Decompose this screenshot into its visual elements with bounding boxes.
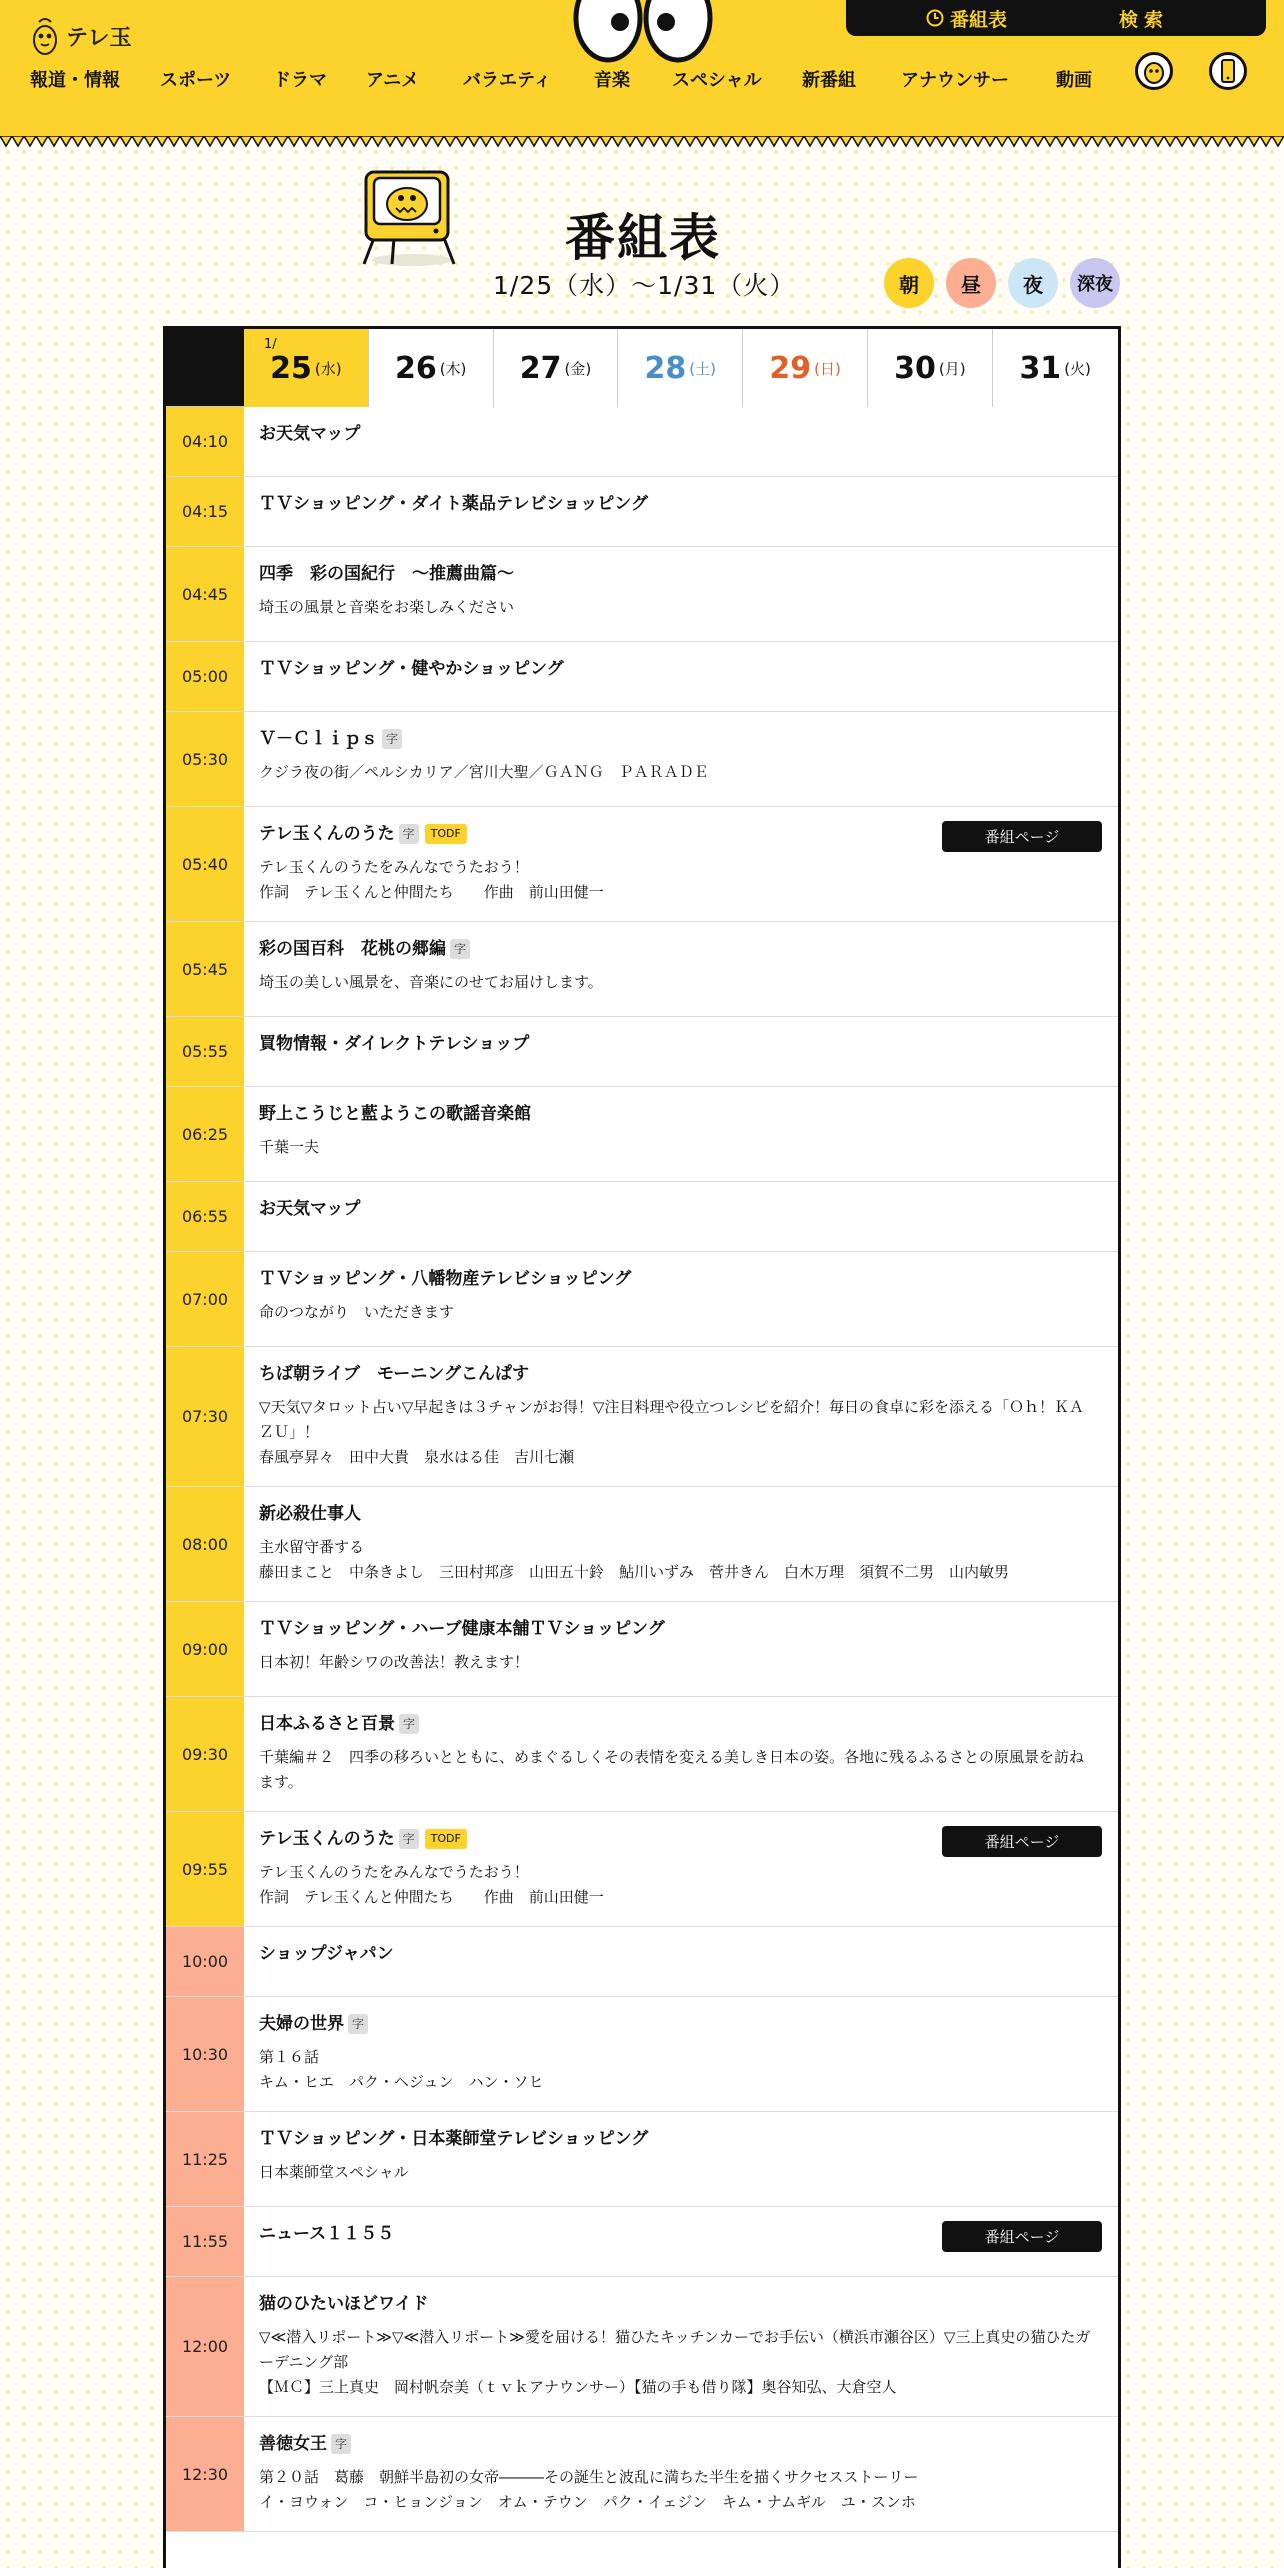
program-description: クジラ夜の街／ペルシカリア／宮川大聖／ＧＡＮＧ ＰＡＲＡＤＥ (259, 763, 709, 781)
program-row (166, 1017, 1118, 1087)
program-row (166, 1997, 1118, 2112)
date-tab-day: 30 (894, 350, 936, 386)
program-title: Ｖ－Ｃｌｉｐｓ (259, 729, 378, 749)
subtitle-badge-icon: 字 (399, 1714, 419, 1734)
program-cell (244, 1602, 1118, 1696)
program-title-line (259, 1103, 1102, 1125)
logo-text: テレ玉 (66, 25, 132, 51)
program-time: 08:00 (166, 1487, 244, 1601)
nav-variety[interactable]: バラエティ (463, 70, 552, 91)
date-tab-29[interactable] (743, 329, 868, 407)
program-cell (244, 807, 1118, 921)
program-row (166, 1087, 1118, 1182)
program-cell (244, 407, 1118, 476)
date-tab-30[interactable] (868, 329, 993, 407)
program-cell (244, 642, 1118, 711)
program-title: 新必殺仕事人 (259, 1504, 361, 1524)
tv-mascot-illustration-icon (352, 168, 462, 268)
subtitle-badge-icon: 字 (399, 1829, 419, 1849)
nav-news[interactable]: 報道・情報 (30, 70, 120, 91)
subtitle-badge-icon: 字 (450, 939, 470, 959)
program-row (166, 1347, 1118, 1487)
date-tab-day: 31 (1019, 350, 1062, 386)
program-title: お天気マップ (259, 1199, 361, 1219)
program-cell (244, 2112, 1118, 2206)
program-description: 第２０話 葛藤 朝鮮半島初の女帝―――その誕生と波乱に満ちた半生を描くサクセスストーリー イ・ヨウォン コ・ヒョンジョン オム・テウン パク・イェジン キム・ナムギル ユ・スンホ (259, 2468, 919, 2511)
morning-button[interactable] (884, 258, 934, 308)
nav-video[interactable]: 動画 (1056, 70, 1092, 91)
program-title: ＴＶショッピング・ハーブ健康本舗ＴＶショッピング (259, 1619, 665, 1639)
noon-button-label: 昼 (961, 272, 981, 297)
date-tab-day: 26 (394, 350, 437, 386)
program-title: テレ玉くんのうた (259, 824, 395, 844)
program-title: ショップジャパン (259, 1944, 394, 1964)
program-time: 05:55 (166, 1017, 244, 1086)
clock-icon (926, 9, 944, 27)
program-title: 日本ふるさと百景 (259, 1714, 395, 1734)
date-tab-28[interactable] (618, 329, 743, 407)
program-row (166, 547, 1118, 642)
todf-badge: TODF (425, 824, 467, 844)
program-cell (244, 1812, 1118, 1926)
subtitle-badge-icon: 字 (399, 824, 419, 844)
program-title-line (259, 563, 1102, 585)
late-night-button[interactable] (1070, 258, 1120, 308)
site-header (0, 0, 1284, 138)
program-title-line (259, 2128, 1102, 2150)
program-title: 彩の国百科 花桃の郷編 (259, 939, 446, 959)
subtitle-badge-icon: 字 (331, 2434, 351, 2454)
program-time: 06:55 (166, 1182, 244, 1251)
program-list (166, 407, 1118, 2532)
todf-badge: TODF (425, 1829, 467, 1849)
mascot-logo-icon (30, 16, 60, 56)
program-row (166, 642, 1118, 712)
program-time: 10:30 (166, 1997, 244, 2111)
program-time: 04:45 (166, 547, 244, 641)
time-of-day-buttons (884, 258, 1120, 308)
program-title-line (259, 1033, 1102, 1055)
search-link-label: 検索 (1119, 8, 1170, 31)
program-cell (244, 477, 1118, 546)
program-time: 06:25 (166, 1087, 244, 1181)
date-tab-27[interactable] (494, 329, 619, 407)
program-title-line (259, 1713, 1102, 1735)
program-cell (244, 712, 1118, 806)
top-utility-bar (846, 0, 1266, 36)
schedule-link[interactable] (926, 5, 1007, 32)
program-cell (244, 547, 1118, 641)
program-time: 05:45 (166, 922, 244, 1016)
program-time: 09:00 (166, 1602, 244, 1696)
program-row (166, 922, 1118, 1017)
program-row (166, 1182, 1118, 1252)
program-row (166, 1252, 1118, 1347)
date-tab-day: 27 (519, 350, 562, 386)
program-row (166, 1927, 1118, 1997)
program-time: 09:55 (166, 1812, 244, 1926)
program-title: 野上こうじと藍ようこの歌謡音楽館 (259, 1104, 531, 1124)
nav-drama[interactable]: ドラマ (273, 70, 327, 91)
night-button-label: 夜 (1023, 272, 1043, 297)
program-page-button[interactable]: 番組ページ (942, 2221, 1102, 2252)
program-time: 11:55 (166, 2207, 244, 2276)
program-description: ▽天気▽タロット占い▽早起きは３チャンがお得！▽注目料理や役立つレシピを紹介！毎日の食卓に彩を添える「Ｏｈ！ＫＡＺＵ」！ 春風亭昇々 田中大貴 泉水はる佳 吉川七瀬 (259, 1398, 1085, 1466)
program-cell (244, 2417, 1118, 2531)
program-cell (244, 1017, 1118, 1086)
program-row (166, 1697, 1118, 1812)
program-time: 07:30 (166, 1347, 244, 1486)
program-title-line (259, 493, 1102, 515)
mascot-eyes-icon (568, 0, 718, 64)
program-row (166, 1812, 1118, 1927)
program-cell (244, 1182, 1118, 1251)
program-title: ＴＶショッピング・日本薬師堂テレビショッピング (259, 2129, 649, 2149)
program-row (166, 1602, 1118, 1697)
program-title: ＴＶショッピング・ダイト薬品テレビショッピング (259, 494, 648, 514)
schedule-table (163, 326, 1121, 2568)
program-time: 10:00 (166, 1927, 244, 1996)
program-cell (244, 1252, 1118, 1346)
program-title: 善徳女王 (259, 2434, 327, 2454)
program-row (166, 407, 1118, 477)
program-cell (244, 2277, 1118, 2416)
phone-icon (1212, 55, 1244, 87)
program-cell (244, 1697, 1118, 1811)
program-time: 11:25 (166, 2112, 244, 2206)
late-night-button-label: 深夜 (1077, 274, 1113, 295)
date-tab-weekday: (火) (1064, 359, 1091, 378)
mascot-face-icon (1138, 55, 1170, 87)
program-title: 夫婦の世界 (259, 2014, 344, 2034)
date-tab-weekday: (月) (938, 359, 966, 378)
program-title-line (259, 658, 1102, 680)
date-tab-month: 1/ (264, 337, 277, 352)
program-description: テレ玉くんのうたをみんなでうたおう！ 作詞 テレ玉くんと仲間たち 作曲 前山田健一 (259, 1863, 604, 1906)
program-description: 千葉一夫 (259, 1138, 320, 1156)
program-title-line (259, 1943, 1102, 1965)
nav-sports[interactable]: スポーツ (160, 70, 232, 91)
date-tab-day: 25 (270, 350, 312, 386)
program-row (166, 2207, 1118, 2277)
program-description: 埼玉の美しい風景を、音楽にのせてお届けします。 (259, 973, 603, 991)
program-title-line (259, 1503, 1102, 1525)
date-tab-weekday: (木) (439, 359, 467, 378)
date-tab-31[interactable] (993, 329, 1118, 407)
program-row (166, 712, 1118, 807)
date-tabs (166, 329, 1118, 407)
program-title-line (259, 1618, 1102, 1640)
program-title-line (259, 938, 1102, 960)
program-title-line (259, 2433, 1102, 2455)
program-time: 05:40 (166, 807, 244, 921)
program-description: 千葉編＃２ 四季の移ろいとともに、めまぐるしくその表情を変える美しき日本の姿。各地に残るふるさとの原風景を訪ねます。 (259, 1748, 1085, 1791)
program-row (166, 2417, 1118, 2532)
program-row (166, 2277, 1118, 2417)
date-tab-25[interactable] (244, 329, 369, 407)
program-time: 05:30 (166, 712, 244, 806)
date-tab-weekday: (土) (689, 359, 717, 378)
nav-new-programs[interactable]: 新番組 (802, 70, 856, 91)
night-button[interactable] (1008, 258, 1058, 308)
date-tab-weekday: (金) (564, 359, 592, 378)
program-description: 主水留守番する 藤田まこと 中条きよし 三田村邦彦 山田五十鈴 鮎川いずみ 菅井きん 白木万理 須賀不二男 山内敏男 (259, 1538, 1010, 1581)
program-title-line (259, 1198, 1102, 1220)
program-row (166, 1487, 1118, 1602)
program-time: 07:00 (166, 1252, 244, 1346)
program-title: ＴＶショッピング・八幡物産テレビショッピング (259, 1269, 632, 1289)
program-cell (244, 1927, 1118, 1996)
date-tab-26[interactable] (369, 329, 494, 407)
date-tab-day: 28 (644, 350, 687, 386)
schedule-link-label: 番組表 (950, 8, 1008, 31)
program-description: 第１６話 キム・ヒエ パク・ヘジュン ハン・ソヒ (259, 2048, 544, 2091)
program-description: 命のつながり いただきます (259, 1303, 455, 1321)
page-title: 番組表 (565, 209, 721, 267)
program-time: 09:30 (166, 1697, 244, 1811)
program-description: テレ玉くんのうたをみんなでうたおう！ 作詞 テレ玉くんと仲間たち 作曲 前山田健一 (259, 858, 604, 901)
program-title-line (259, 2013, 1102, 2035)
program-cell (244, 2207, 1118, 2276)
subtitle-badge-icon: 字 (382, 729, 402, 749)
program-time: 04:15 (166, 477, 244, 546)
nav-special[interactable]: スペシャル (672, 70, 762, 91)
program-cell (244, 1347, 1118, 1486)
program-title: 買物情報・ダイレクトテレショップ (259, 1034, 530, 1054)
program-title: ちば朝ライブ モーニングこんぱす (259, 1364, 529, 1384)
program-row (166, 807, 1118, 922)
program-title-line (259, 728, 1102, 750)
program-title-line (259, 1363, 1102, 1385)
program-cell (244, 1997, 1118, 2111)
program-page-button[interactable]: 番組ページ (942, 1826, 1102, 1857)
program-time: 12:00 (166, 2277, 244, 2416)
nav-anime[interactable]: アニメ (366, 70, 420, 91)
program-title-line (259, 423, 1102, 445)
program-title-line (259, 1268, 1102, 1290)
program-cell (244, 922, 1118, 1016)
date-tab-weekday: (日) (814, 359, 841, 378)
header-zigzag-edge (0, 136, 1284, 150)
program-description: 日本薬師堂スペシャル (259, 2163, 409, 2181)
noon-button[interactable] (946, 258, 996, 308)
program-title: 四季 彩の国紀行 ～推薦曲篇～ (259, 564, 514, 584)
program-title-line (259, 2293, 1102, 2315)
app-circle-icon[interactable] (1209, 52, 1247, 90)
main-nav (0, 62, 1284, 102)
program-title: テレ玉くんのうた (259, 1829, 395, 1849)
program-cell (244, 1487, 1118, 1601)
program-description: ▽≪潜入リポート≫▽≪潜入リポート≫愛を届ける！猫ひたキッチンカーでお手伝い（横浜市瀬谷区）▽三上真史の猫ひたガーデニング部 【ＭＣ】三上真史 岡村帆奈美（ｔｖｋアナウンサー）【猫の手も借り隊】奥谷知弘、大倉空人 (259, 2328, 1091, 2396)
program-title: お天気マップ (259, 424, 361, 444)
program-time: 12:30 (166, 2417, 244, 2531)
date-tab-weekday: (水) (314, 359, 342, 378)
program-time: 04:10 (166, 407, 244, 476)
date-corner (166, 329, 244, 406)
program-description: 埼玉の風景と音楽をお楽しみください (259, 598, 515, 616)
nav-music[interactable]: 音楽 (594, 70, 630, 91)
mascot-circle-icon[interactable] (1135, 52, 1173, 90)
morning-button-label: 朝 (899, 272, 919, 297)
program-cell (244, 1087, 1118, 1181)
program-description: 日本初！年齢シワの改善法！教えます！ (259, 1653, 530, 1671)
program-time: 05:00 (166, 642, 244, 711)
nav-announcer[interactable]: アナウンサー (901, 70, 1009, 91)
program-row (166, 2112, 1118, 2207)
program-row (166, 477, 1118, 547)
search-link[interactable] (1119, 5, 1169, 32)
site-logo[interactable] (30, 16, 132, 56)
program-title: 猫のひたいほどワイド (259, 2294, 429, 2314)
subtitle-badge-icon: 字 (348, 2014, 368, 2034)
program-page-button[interactable]: 番組ページ (942, 821, 1102, 852)
date-range: 1/25（水）〜1/31（火） (493, 271, 796, 300)
program-title: ＴＶショッピング・健やかショッピング (259, 659, 564, 679)
program-title: ニュース１１５５ (259, 2224, 395, 2244)
date-tab-day: 29 (769, 350, 812, 386)
